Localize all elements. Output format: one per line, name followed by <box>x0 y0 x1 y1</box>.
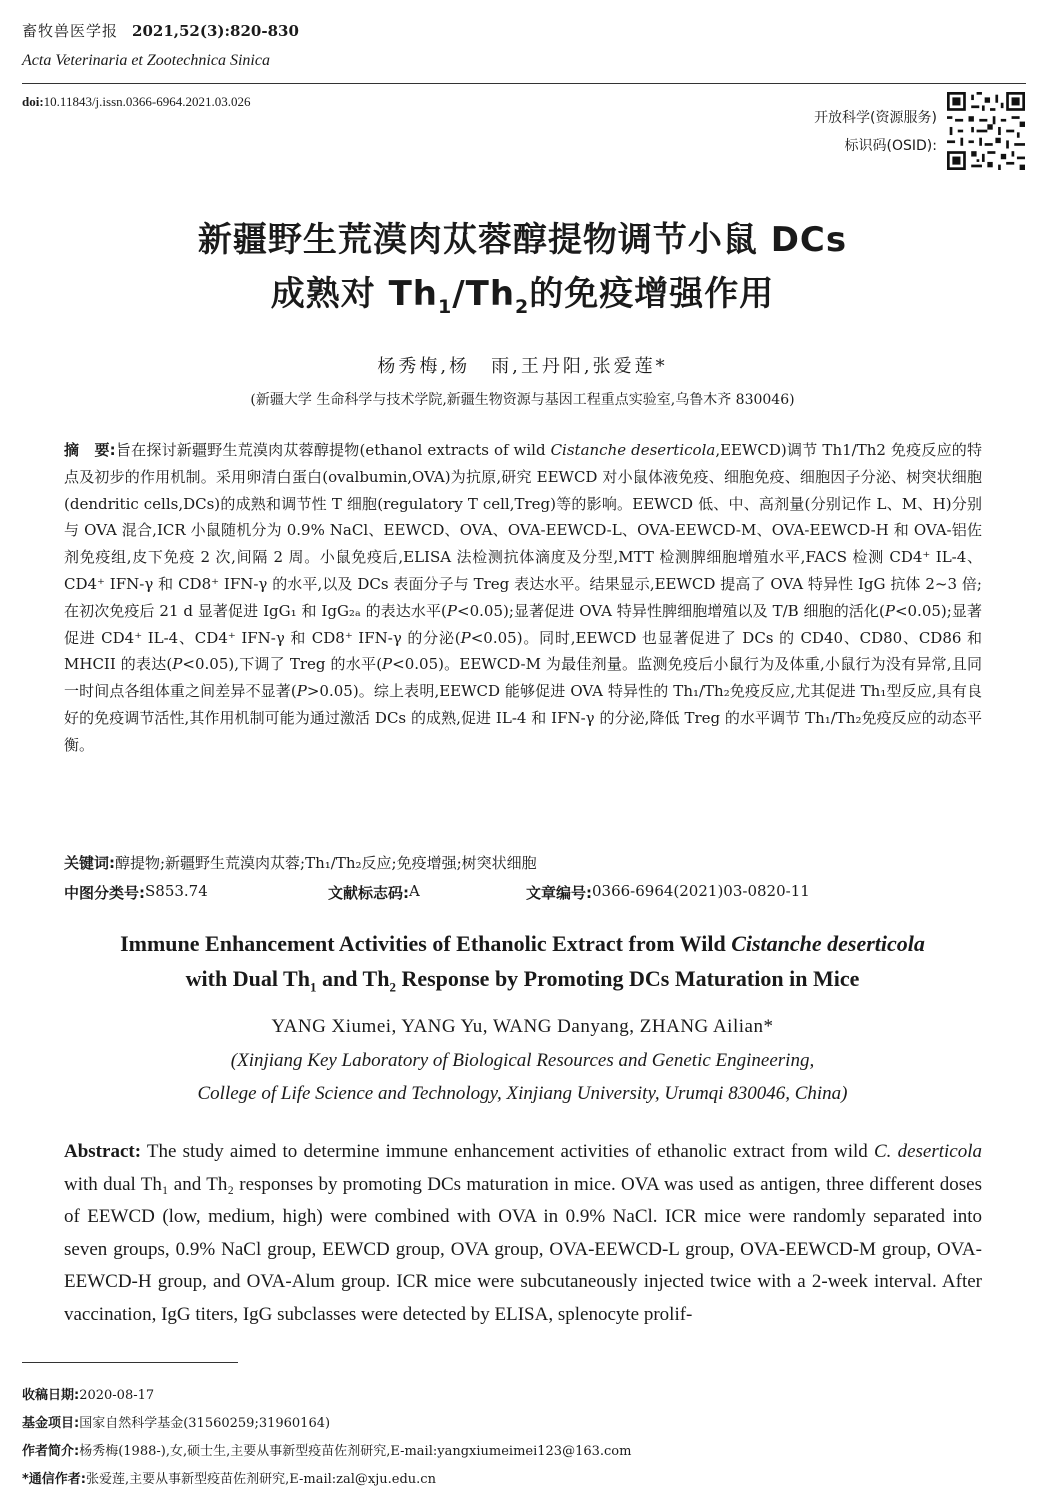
art-value: 0366-6964(2021)03-0820-11 <box>592 882 810 900</box>
abstract-en-label: Abstract: <box>64 1141 142 1162</box>
abstract-text: <0.05);显著促进 CD4⁺ IL-4、CD4⁺ IFN-γ 和 CD8⁺ IFN-γ 的分泌( <box>64 601 982 647</box>
doi-label: doi: <box>22 94 44 109</box>
abstract-text: <0.05);显著促进 OVA 特异性脾细胞增殖以及 T/B 细胞的活化( <box>457 601 885 620</box>
abstract-text: <0.05),下调了 Treg 的水平( <box>182 655 383 674</box>
title-part: /Th <box>452 274 516 314</box>
title-part: 的免疫增强作用 <box>529 274 775 314</box>
clc-label: 中图分类号: <box>64 884 145 902</box>
abstract-text: ,EEWCD)调节 Th1/Th2 免疫反应的特点及初步的作用机制。采用卵清白蛋白(ovalbumin,OVA)为抗原,研究 EEWCD 对小鼠体液免疫、细胞免疫、细胞因子分泌、树突状细胞(dendritic cells,DCs)的成熟和调节性 T 细胞(regulatory T cell,Treg)等的影响。EEWCD 低、中、高剂量(分别记作 L、M、H)分别与 OVA 混合,ICR 小鼠随机分为 0.9% NaCl、EEWCD、OVA、OVA-EEWCD-L、OVA-EEWCD-M、OVA-EEWCD-H 和 OVA-铝佐剂免疫组,皮下免疫 2 次,间隔 2 周。小鼠免疫后,ELISA 法检测抗体滴度及分型,MTT 检测脾细胞增殖水平,FACS 检测 CD4⁺ IL-4、CD4⁺ IFN-γ 和 CD8⁺ IFN-γ 的水平,以及 DCs 表面分子与 Treg 表达水平。结果显示,EEWCD 提高了 OVA 特异性 IgG 抗体 2~3 倍;在初次免疫后 21 d 显著促进 IgG₁ 和 IgG₂ₐ 的表达水平( <box>64 441 983 620</box>
affiliation-en-line1: (Xinjiang Key Laboratory of Biological Resources and Genetic Engineering, <box>230 1050 815 1071</box>
title-en-sub: 1 <box>309 979 317 995</box>
osid-label <box>814 104 937 160</box>
abstract-italic: P <box>460 628 471 647</box>
abstract-italic: P <box>884 601 895 620</box>
qr-code-icon[interactable] <box>946 92 1026 170</box>
abstract-en-text: with dual Th₁ and Th₂ responses by promoting DCs maturation in mice. OVA was used as antigen, three different doses of EEWCD (low, medium, high) were combined with OVA in 0.9% NaCl. ICR mice were randomly separated into seven groups, 0.9% NaCl group, EEWCD group, OVA group, OVA-EEWCD-L group, OVA-EEWCD-M group, OVA-EEWCD-H group, and OVA-Alum group. ICR mice were subcutaneously injected twice with a 2-week interval. After vaccination, IgG titers, IgG subclasses were detected by ELISA, splenocyte prolif- <box>64 1173 982 1325</box>
affiliation-cn: (新疆大学 生命科学与技术学院,新疆生物资源与基因工程重点实验室,乌鲁木齐 830046) <box>250 392 795 408</box>
abstract-italic: P <box>172 655 183 674</box>
footnote-label: 收稿日期: <box>22 1388 80 1403</box>
authors-cn: 杨秀梅,杨 雨,王丹阳,张爱莲* <box>377 356 668 377</box>
footnote-author-bio <box>22 1440 631 1459</box>
title-cn-line2 <box>0 266 1045 318</box>
title-en-part: Immune Enhancement Activities of Ethanolic Extract from Wild <box>120 931 732 956</box>
abstract-en-italic: C. deserticola <box>873 1141 982 1162</box>
footnote-rule <box>22 1362 238 1363</box>
title-part: 成熟对 Th <box>270 274 438 314</box>
authors-en: YANG Xiumei, YANG Yu, WANG Danyang, ZHANG Ailian* <box>271 1016 774 1037</box>
abstract-italic: P <box>446 601 458 620</box>
footnote-label: *通信作者: <box>22 1472 86 1487</box>
abstract-text: >0.05)。综上表明,EEWCD 能够促进 OVA 特异性的 Th₁/Th₂免疫反应,尤其促进 Th₁型反应,具有良好的免疫调节活性,其作用机制可能为通过激活 DCs 的成熟,促进 IL-4 和 IFN-γ 的分泌,降低 Treg 的水平调节 Th₁/Th₂免疫反应的动态平衡。 <box>64 682 982 754</box>
doi-value[interactable]: 10.11843/j.issn.0366-6964.2021.03.026 <box>43 94 251 109</box>
art-label: 文章编号: <box>526 884 592 902</box>
article-number <box>526 882 810 903</box>
doc-label: 文献标志码: <box>328 884 409 902</box>
title-en-line2 <box>0 966 1045 995</box>
title-sub: 2 <box>515 295 530 318</box>
footnote-corresponding <box>22 1468 436 1487</box>
clc-number <box>64 882 208 903</box>
journal-name-en: Acta Veterinaria et Zootechnica Sinica <box>22 52 270 69</box>
keywords-cn <box>64 852 537 873</box>
abstract-italic: P <box>296 682 307 701</box>
footnote-funding <box>22 1412 330 1431</box>
journal-name: 畜牧兽医学报 <box>22 22 119 40</box>
footnote-text: 杨秀梅(1988-),女,硕士生,主要从事新型疫苗佐剂研究,E-mail:yangxiumeimei123@163.com <box>79 1444 632 1459</box>
footnote-label: 作者简介: <box>22 1444 80 1459</box>
title-en-line1 <box>0 931 1045 957</box>
title-sub: 1 <box>437 295 453 318</box>
osid-line2: 标识码(OSID): <box>844 138 937 154</box>
header-rule <box>22 83 1026 84</box>
abstract-cn-label: 摘 要: <box>64 441 116 459</box>
title-en-part: Response by Promoting DCs Maturation in Mice <box>395 966 860 991</box>
document-code <box>328 882 420 903</box>
abstract-italic: P <box>382 655 393 674</box>
abstract-text: <0.05)。同时,EEWCD 也显著促进了 DCs 的 CD40、CD80、CD86 和 MHCII 的表达( <box>64 628 982 674</box>
doc-value: A <box>409 882 420 900</box>
abstract-en-text: The study aimed to determine immune enhancement activities of ethanolic extract from wild <box>141 1141 874 1162</box>
osid-line1: 开放科学(资源服务) <box>814 110 937 126</box>
volume-pages: 2021,52(3):820-830 <box>132 22 299 40</box>
title-en-part: with Dual Th <box>185 966 310 991</box>
clc-value: S853.74 <box>145 882 208 900</box>
abstract-cn <box>64 437 982 759</box>
doi <box>22 94 250 110</box>
title-en-sub: 2 <box>389 979 396 995</box>
title-en-part: and Th <box>316 966 390 991</box>
footnote-text: 2020-08-17 <box>79 1388 155 1403</box>
journal-name-cn <box>22 20 299 41</box>
footnote-received <box>22 1384 154 1403</box>
title-cn-line1: 新疆野生荒漠肉苁蓉醇提物调节小鼠 DCs <box>197 220 848 260</box>
footnote-text: 张爱莲,主要从事新型疫苗佐剂研究,E-mail:zal@xju.edu.cn <box>86 1472 436 1487</box>
title-en-italic: Cistanche deserticola <box>731 931 925 956</box>
abstract-italic: Cistanche deserticola <box>550 441 716 459</box>
footnote-text: 国家自然科学基金(31560259;31960164) <box>79 1416 331 1431</box>
abstract-text: <0.05)。EEWCD-M 为最佳剂量。监测免疫后小鼠行为及体重,小鼠行为没有异常,且同一时间点各组体重之间差异不显著( <box>64 655 982 701</box>
affiliation-en-line2: College of Life Science and Technology, Xinjiang University, Urumqi 830046, China) <box>197 1083 848 1104</box>
keywords-label: 关键词: <box>64 854 115 872</box>
keywords-text: 醇提物;新疆野生荒漠肉苁蓉;Th₁/Th₂反应;免疫增强;树突状细胞 <box>115 854 537 872</box>
abstract-en <box>64 1136 982 1332</box>
footnote-label: 基金项目: <box>22 1416 80 1431</box>
abstract-text: 旨在探讨新疆野生荒漠肉苁蓉醇提物(ethanol extracts of wild <box>115 441 551 459</box>
